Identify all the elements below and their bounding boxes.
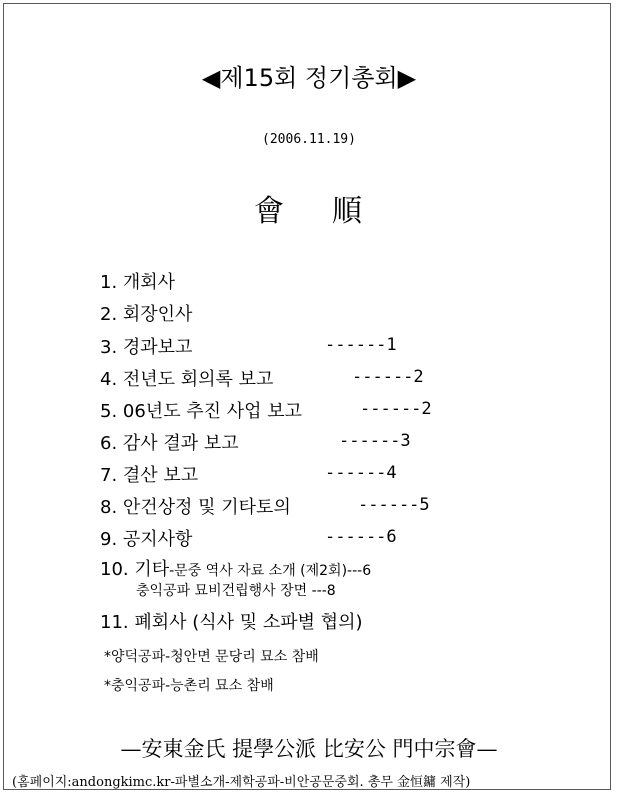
agenda-item-1: 1. 개회사 (100, 272, 176, 293)
meeting-date: (2006.11.19) (262, 132, 356, 147)
document-border (3, 3, 611, 790)
agenda-item-5-page: ------2 (360, 399, 432, 419)
agenda-item-7: 7. 결산 보고 (100, 465, 199, 486)
agenda-item-10 (100, 555, 371, 581)
agenda-item-10-detail: -문중 역사 자료 소개 (제2회)---6 (169, 563, 372, 579)
note-2: *충익공파-능촌리 묘소 참배 (104, 678, 274, 694)
agenda-item-9: 9. 공지사항 (100, 529, 193, 550)
agenda-item-2: 2. 회장인사 (100, 304, 193, 325)
agenda-item-5: 5. 06년도 추진 사업 보고 (100, 401, 303, 422)
agenda-item-3: 3. 경과보고 (100, 337, 193, 358)
agenda-item-4: 4. 전년도 회의록 보고 (100, 369, 274, 390)
agenda-item-10-sub: 충익공파 묘비건립행사 장면 ---8 (136, 583, 336, 599)
page-title: ◀제15회 정기총회▶ (201, 64, 417, 92)
agenda-item-8: 8. 안건상정 및 기타토의 (100, 497, 291, 518)
heading-char-right: 順 (332, 194, 364, 229)
organization-name: —安東金氏 提學公派 比安公 門中宗會— (120, 737, 498, 761)
agenda-heading (0, 186, 618, 230)
agenda-item-9-page: ------6 (325, 527, 397, 547)
heading-char-left: 會 (254, 194, 286, 229)
agenda-item-6-page: ------3 (339, 431, 411, 451)
agenda-item-4-page: ------2 (352, 367, 424, 387)
agenda-item-7-page: ------4 (325, 463, 397, 483)
agenda-item-8-page: ------5 (358, 495, 430, 515)
agenda-item-10-label: 10. 기타 (100, 559, 170, 580)
agenda-item-11: 11. 폐회사 (식사 및 소파별 협의) (100, 612, 363, 633)
credit-line: (홈페이지:andongkimc.kr-파별소개-제학공파-비안공문중회. 총무 金恒鏞 제작) (12, 775, 471, 790)
agenda-item-6: 6. 감사 결과 보고 (100, 433, 239, 454)
agenda-item-3-page: ------1 (325, 335, 397, 355)
note-1: *양덕공파-청안면 문당리 묘소 참배 (104, 649, 319, 665)
